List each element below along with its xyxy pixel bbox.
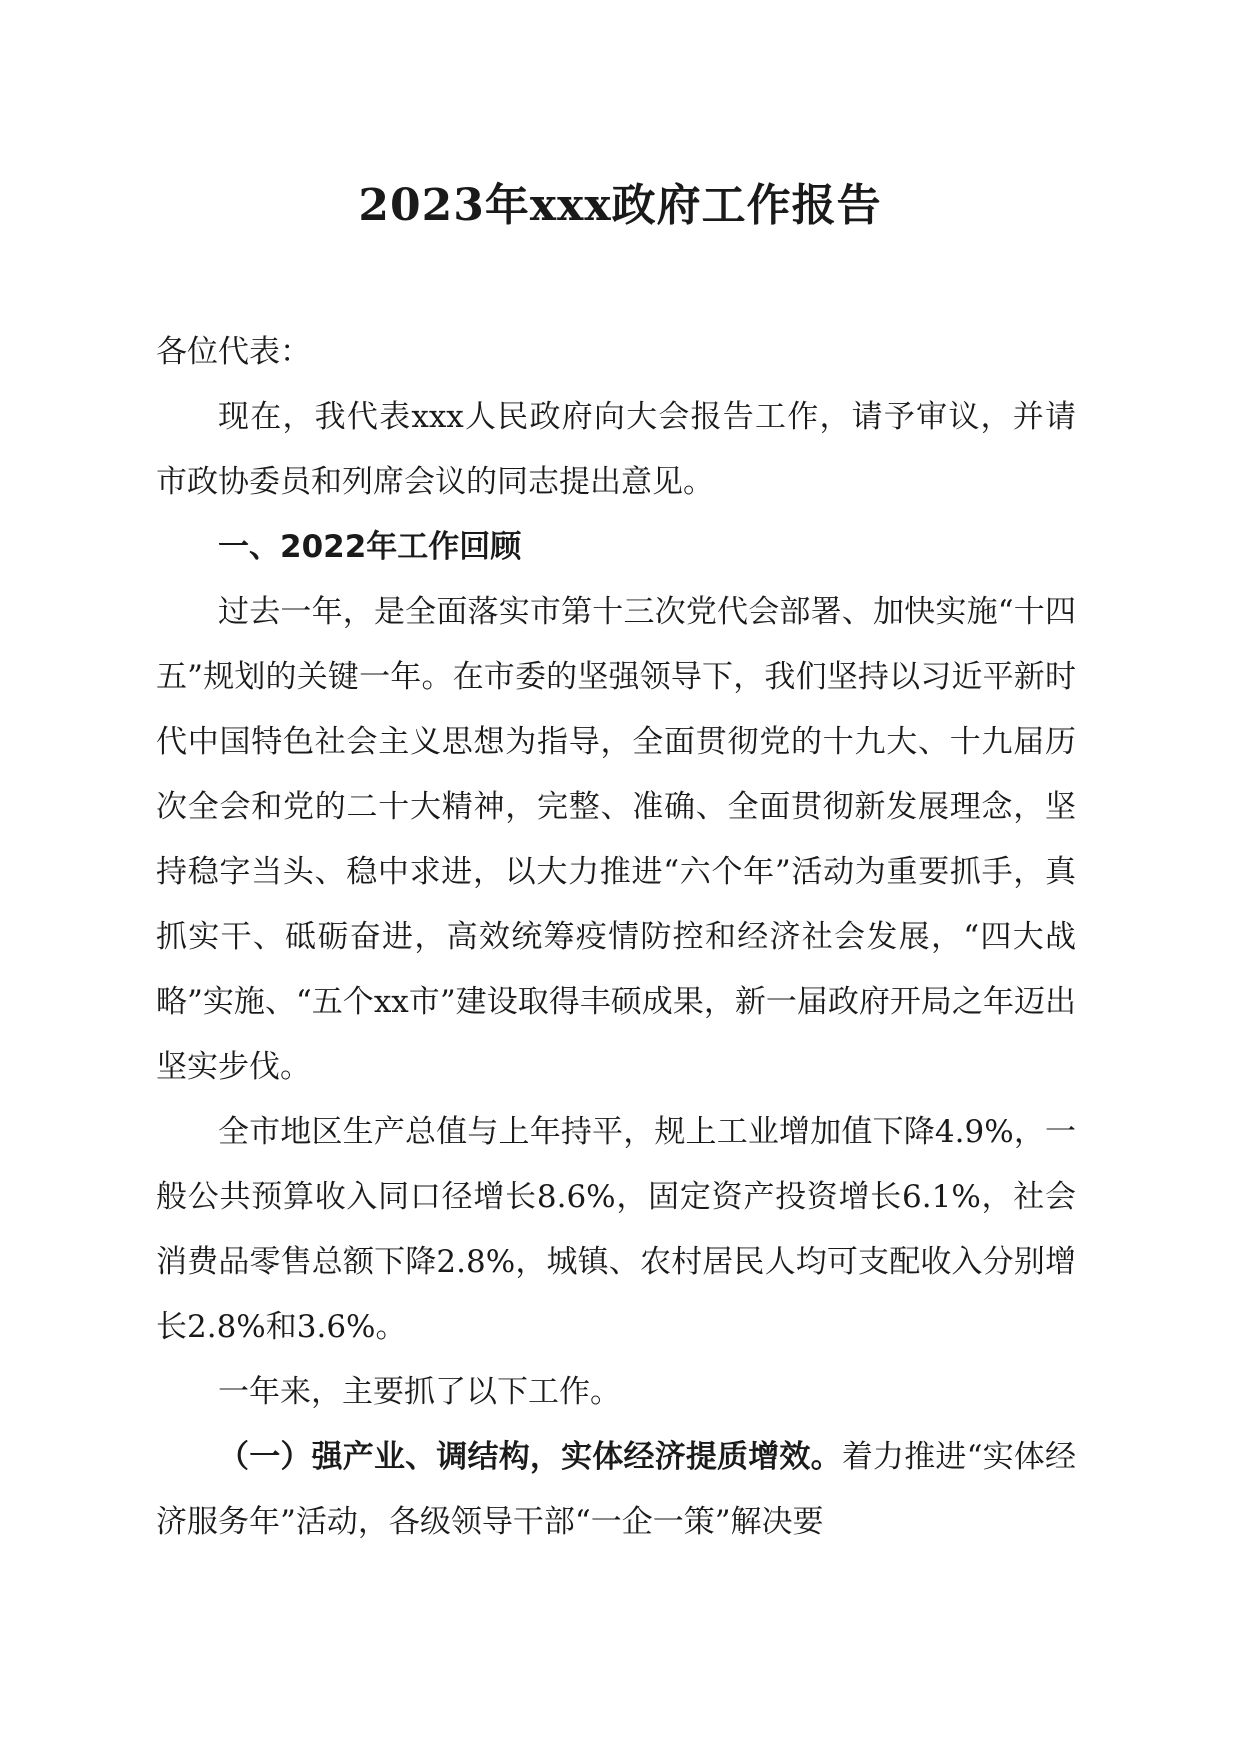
subsection-paragraph-1 bbox=[156, 1425, 1076, 1555]
subsection-text-1: 着力推进“实体经济服务年”活动，各级领导干部“一企一策”解决要 bbox=[156, 1439, 1076, 1540]
review-paragraph: 过去一年，是全面落实市第十三次党代会部署、加快实施“十四五”规划的关键一年。在市委的坚强领导下，我们坚持以习近平新时代中国特色社会主义思想为指导，全面贯彻党的十九大、十九届历次全会和党的二十大精神，完整、准确、全面贯彻新发展理念，坚持稳字当头、稳中求进，以大力推进“六个年”活动为重要抓手，真抓实干、砥砺奋进，高效统筹疫情防控和经济社会发展，“四大战略”实施、“五个xx市”建设取得丰硕成果，新一届政府开局之年迈出坚实步伐。 bbox=[156, 594, 1076, 1085]
intro-paragraph: 现在，我代表xxx人民政府向大会报告工作，请予审议，并请市政协委员和列席会议的同志提出意见。 bbox=[156, 399, 1076, 500]
statistics-paragraph: 全市地区生产总值与上年持平，规上工业增加值下降4.9%，一般公共预算收入同口径增长8.6%，固定资产投资增长6.1%，社会消费品零售总额下降2.8%，城镇、农村居民人均可支配收入分别增长2.8%和3.6%。 bbox=[156, 1114, 1076, 1345]
work-intro-paragraph: 一年来，主要抓了以下工作。 bbox=[218, 1374, 621, 1410]
salutation: 各位代表： bbox=[156, 334, 311, 370]
section-heading-review: 一、2022年工作回顾 bbox=[218, 529, 522, 565]
document-body bbox=[156, 320, 1076, 1555]
subsection-heading-1: （一）强产业、调结构，实体经济提质增效。 bbox=[218, 1439, 842, 1475]
document-title: 2023年xxx政府工作报告 bbox=[358, 180, 882, 231]
